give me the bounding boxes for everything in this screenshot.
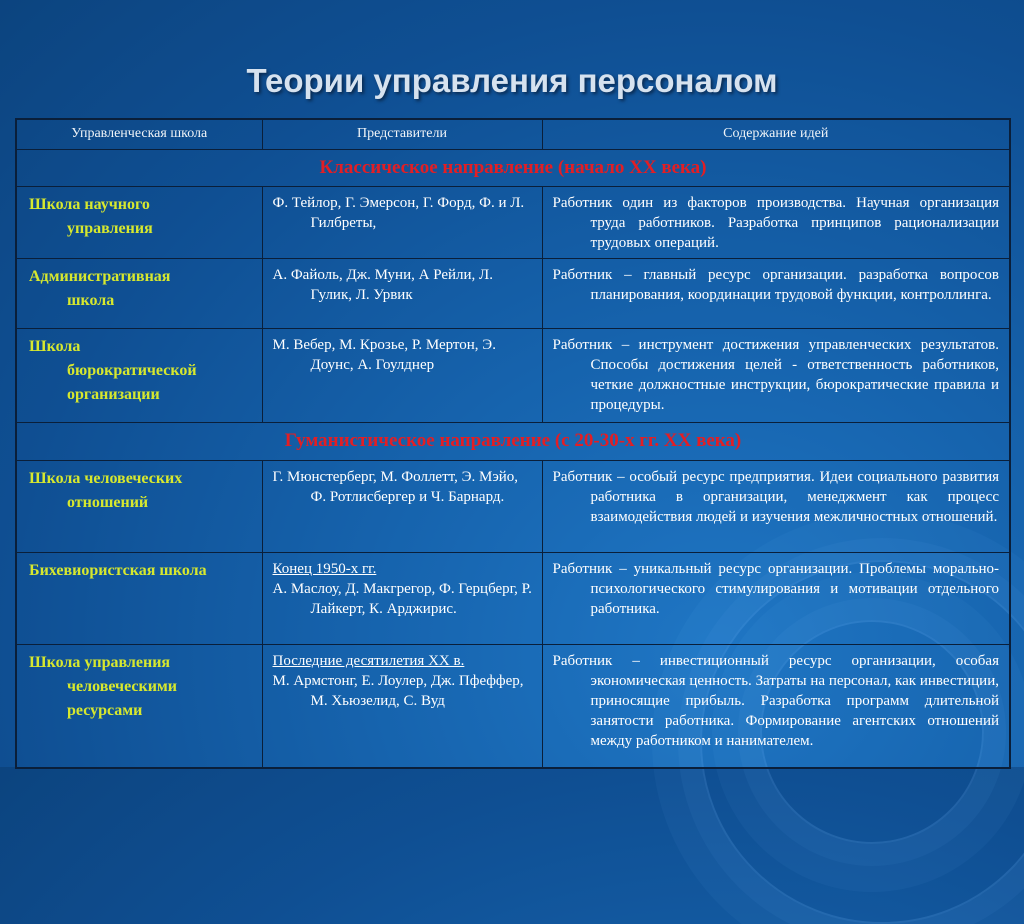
ideas-text: Работник – инвестиционный ресурс организации, особая экономическая ценность. Затраты на персонал, как инвестиции, приносящие прибыль. Разработка программ длительной занятости работника. Формирование агентских отношений между работником и нанимателем. [552, 652, 999, 749]
ideas-cell [542, 644, 1010, 768]
school-cell [16, 460, 262, 552]
table-row [16, 328, 1010, 422]
ideas-cell [542, 328, 1010, 422]
header-ideas: Содержание идей [542, 119, 1010, 149]
ideas-cell [542, 258, 1010, 328]
ideas-cell [542, 186, 1010, 258]
school-cell [16, 258, 262, 328]
theories-table [15, 118, 1011, 769]
table-row [16, 258, 1010, 328]
period-note: Последние десятилетия XX в. [272, 652, 465, 669]
ideas-cell [542, 460, 1010, 552]
representatives-cell [262, 258, 542, 328]
school-name-line: Бихевиористская школа [29, 561, 207, 579]
table-row [16, 644, 1010, 768]
header-school: Управленческая школа [16, 119, 262, 149]
ideas-text: Работник – уникальный ресурс организации. Проблемы морально-психологического стимулирования и мотивации отдельного работника. [552, 560, 999, 617]
representatives-text: Г. Мюнстерберг, М. Фоллетт, Э. Мэйо, Ф. Ротлисбергер и Ч. Барнард. [272, 468, 519, 505]
ideas-text: Работник – главный ресурс организации. разработка вопросов планирования, координации трудовой функции, контроллинга. [552, 266, 999, 303]
representatives-text: А. Маслоу, Д. Макгрегор, Ф. Герцберг, Р. Лайкерт, К. Арджирис. [272, 580, 532, 617]
representatives-text: А. Файоль, Дж. Муни, А Рейли, Л. Гулик, Л. Урвик [272, 266, 493, 303]
school-name-line: отношений [67, 493, 149, 511]
representatives-text: М. Вебер, М. Крозье, Р. Мертон, Э. Доунс, А. Гоулднер [272, 336, 496, 373]
school-cell [16, 186, 262, 258]
representatives-text: М. Армстонг, Е. Лоулер, Дж. Пфеффер, М. Хьюзелид, С. Вуд [272, 672, 524, 709]
school-name-line: Школа управления [29, 653, 171, 671]
slide-title: Теории управления персоналом [246, 62, 778, 99]
school-name-line: бюрократической [67, 361, 197, 379]
school-name-line: ресурсами [67, 701, 143, 719]
representatives-cell [262, 644, 542, 768]
ideas-text: Работник – инструмент достижения управленческих результатов. Способы достижения целей - ответственность работников, четкие должностные инструкции, бюрократические правила и процедуры. [552, 336, 999, 413]
section-heading: Гуманистическое направление (с 20-30-х гг. XX века) [16, 422, 1010, 460]
representatives-cell [262, 460, 542, 552]
representatives-cell [262, 328, 542, 422]
school-name-line: Школа научного [29, 195, 150, 213]
representatives-cell [262, 186, 542, 258]
school-name-line: школа [67, 291, 115, 309]
ideas-cell [542, 552, 1010, 644]
school-name-line: человеческими [67, 677, 178, 695]
school-name-line: Административная [29, 267, 171, 285]
ideas-text: Работник один из факторов производства. Научная организация труда работников. Разработка принципов рационализации трудовых операций. [552, 194, 999, 251]
school-cell [16, 644, 262, 768]
school-name-line: Школа человеческих [29, 469, 183, 487]
period-note: Конец 1950-х гг. [272, 560, 377, 577]
representatives-text: Ф. Тейлор, Г. Эмерсон, Г. Форд, Ф. и Л. Гилбреты, [272, 194, 525, 231]
table-row [16, 552, 1010, 644]
school-cell [16, 552, 262, 644]
table-row [16, 186, 1010, 258]
school-name-line: Школа [29, 337, 81, 355]
school-name-line: управления [67, 219, 153, 237]
header-representatives: Представители [262, 119, 542, 149]
section-row [16, 149, 1010, 186]
section-heading: Классическое направление (начало XX века) [16, 149, 1010, 186]
ideas-text: Работник – особый ресурс предприятия. Идеи социального развития работника в организации, менеджмент как процесс взаимодействия людей и изучения межличностных отношений. [552, 468, 999, 525]
table-row [16, 460, 1010, 552]
representatives-cell [262, 552, 542, 644]
school-cell [16, 328, 262, 422]
section-row [16, 422, 1010, 460]
table-header-row [16, 119, 1010, 149]
school-name-line: организации [67, 385, 160, 403]
